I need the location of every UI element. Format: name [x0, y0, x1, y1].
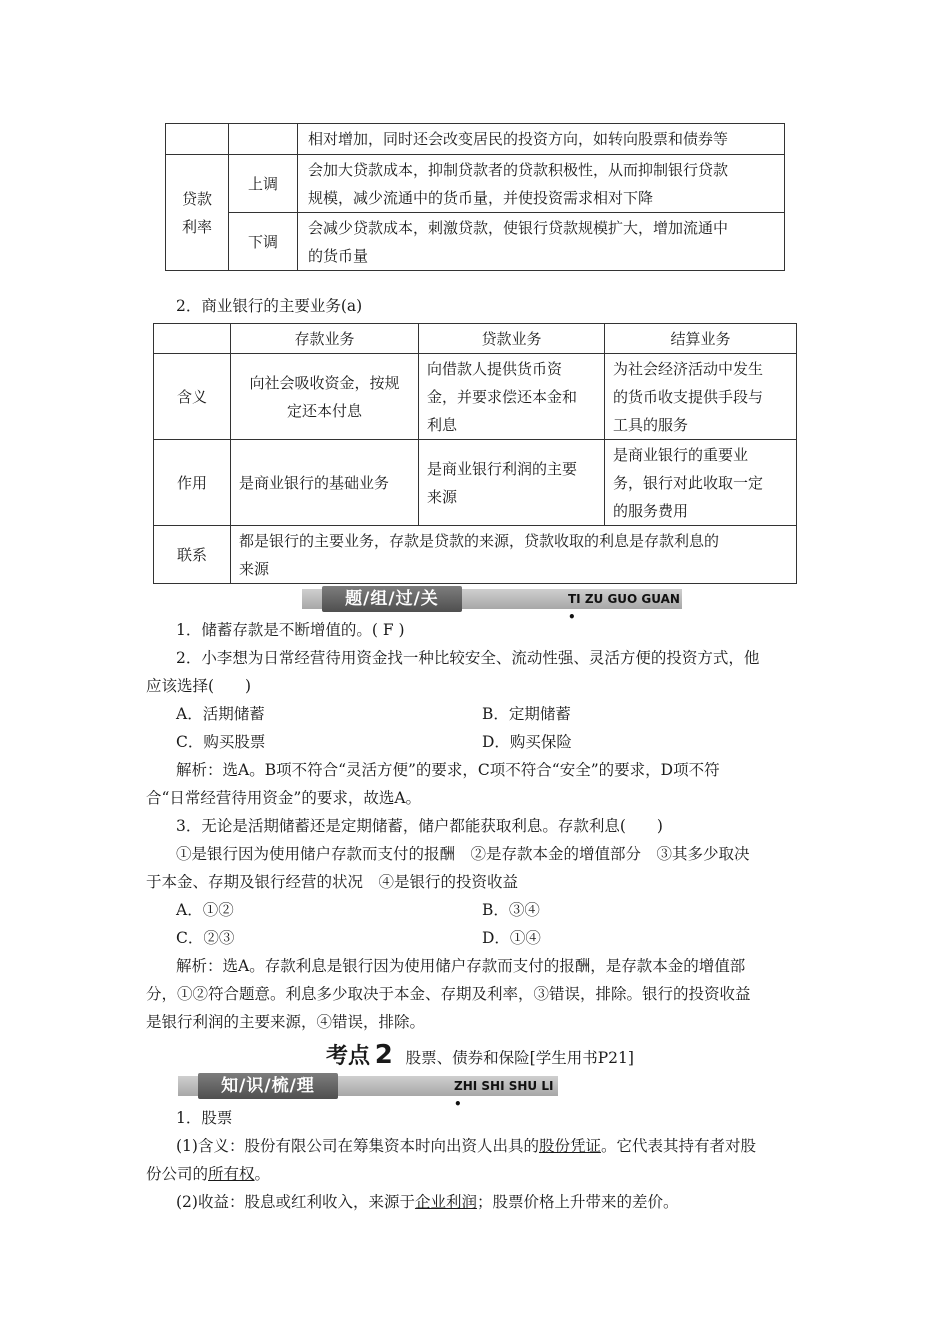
q2-option-d: D．购买保险	[482, 733, 572, 751]
table1-group-label-line2: 利率	[181, 217, 212, 236]
table2-meaning-loan-line1: 向借款人提供货币资	[427, 359, 563, 378]
q3-option-b: B．③④	[482, 901, 540, 919]
stock-income-underlined: 企业利润	[414, 1193, 477, 1211]
table2-link-line1: 都是银行的主要业务，存款是贷款的来源，贷款收取的利息是存款利息的	[239, 531, 720, 550]
banner-zhishi-label: 知/识/梳/理	[198, 1073, 338, 1099]
table1-group-label-line1: 贷款	[181, 189, 212, 208]
section-banner-tizu	[302, 586, 682, 624]
kaodian-number: 2	[374, 1040, 393, 1070]
question-3-line1: 3．无论是活期储蓄还是定期储蓄，储户都能获取利息。存款利息( )	[176, 817, 663, 835]
q3-analysis-line2: 分，①②符合题意。利息多少取决于本金、存期及利率，③错误，排除。银行的投资收益	[146, 985, 751, 1003]
question-3-line2: ①是银行因为使用储户存款而支付的报酬 ②是存款本金的增值部分 ③其多少取决	[176, 845, 750, 863]
table2-link-text	[231, 526, 797, 584]
table1-row-down-line1: 会减少贷款成本，刺激贷款，使银行贷款规模扩大，增加流通中	[308, 218, 729, 237]
table1-row-down-text	[298, 213, 785, 271]
question-2-line1: 2．小李想为日常经营待用资金找一种比较安全、流动性强、灵活方便的投资方式，他	[176, 649, 760, 667]
table2-role-deposit: 是商业银行的基础业务	[231, 440, 419, 526]
table2-header-deposit: 存款业务	[231, 324, 419, 354]
table2-meaning-settle-line3: 工具的服务	[613, 415, 689, 434]
interest-rate-table	[165, 123, 785, 271]
table2-role-settle-line3: 的服务费用	[613, 501, 689, 520]
table2-role-settle-line2: 务，银行对此收取一定	[613, 473, 764, 492]
table1-row-up-line2: 规模，减少流通中的货币量，并使投资需求相对下降	[308, 188, 654, 207]
stock-meaning2-post: 。	[254, 1165, 271, 1183]
stock-meaning-line2	[146, 1160, 270, 1188]
q2-analysis-line2: 合“日常经营待用资金”的要求，故选A。	[146, 789, 422, 807]
table1-row-up-line1: 会加大贷款成本，抑制贷款者的贷款积极性，从而抑制银行贷款	[308, 160, 729, 179]
table1-cell-empty-a	[166, 124, 229, 155]
q2-option-c: C．购买股票	[176, 733, 266, 751]
table1-cell-empty-b	[229, 124, 298, 155]
table2-meaning-label: 含义	[154, 354, 231, 440]
stock-meaning-underlined: 股份凭证	[538, 1137, 601, 1155]
table2-role-settlement	[605, 440, 797, 526]
table1-group-label	[166, 155, 229, 271]
stock-meaning-line1	[176, 1132, 756, 1160]
stock-meaning-post: 。它代表其持有者对股	[600, 1137, 756, 1155]
table2-header-empty	[154, 324, 231, 354]
q3-option-d: D．①④	[482, 929, 541, 947]
q3-analysis-line3: 是银行利润的主要来源，④错误，排除。	[146, 1013, 426, 1031]
stock-heading: 1．股票	[176, 1109, 233, 1127]
q3-option-c: C．②③	[176, 929, 235, 947]
table2-meaning-settle-line1: 为社会经济活动中发生	[613, 359, 764, 378]
table1-row-up-text	[298, 155, 785, 213]
table2-meaning-loan	[419, 354, 605, 440]
table2-header-settlement: 结算业务	[605, 324, 797, 354]
table1-row-down-label: 下调	[229, 213, 298, 271]
stock-meaning2-underlined: 所有权	[208, 1165, 255, 1183]
banner-zhishi-en: ZHI SHI SHU LI •	[454, 1079, 554, 1111]
question-2-line2: 应该选择( )	[146, 677, 252, 695]
stock-income-pre: (2)收益：股息或红利收入，来源于	[176, 1193, 415, 1211]
q3-analysis-line1: 解析：选A。存款利息是银行因为使用储户存款而支付的报酬，是存款本金的增值部	[176, 957, 746, 975]
table2-role-label: 作用	[154, 440, 231, 526]
question-1: 1．储蓄存款是不断增值的。( F )	[176, 621, 405, 639]
stock-meaning2-pre: 份公司的	[146, 1165, 209, 1183]
kaodian-title: 股票、债券和保险[学生用书P21]	[405, 1049, 634, 1067]
banner-tizu-en: TI ZU GUO GUAN •	[568, 592, 680, 624]
table2-meaning-settlement	[605, 354, 797, 440]
table2-meaning-loan-line2: 金，并要求偿还本金和	[427, 387, 578, 406]
table2-meaning-deposit-line2: 定还本付息	[286, 401, 362, 420]
bank-business-table	[153, 323, 797, 584]
table2-meaning-settle-line2: 的货币收支提供手段与	[613, 387, 764, 406]
table1-row-down-line2: 的货币量	[308, 246, 369, 265]
q2-analysis-line1: 解析：选A。B项不符合“灵活方便”的要求，C项不符合“安全”的要求，D项不符	[176, 761, 720, 779]
table2-role-settle-line1: 是商业银行的重要业	[613, 445, 749, 464]
question-3-line3: 于本金、存期及银行经营的状况 ④是银行的投资收益	[146, 873, 519, 891]
table2-meaning-deposit	[231, 354, 419, 440]
kaodian-heading	[326, 1038, 634, 1075]
table2-role-loan	[419, 440, 605, 526]
q2-option-b: B．定期储蓄	[482, 705, 571, 723]
table2-meaning-loan-line3: 利息	[427, 415, 458, 434]
stock-meaning-pre: (1)含义：股份有限公司在筹集资本时向出资人出具的	[176, 1137, 539, 1155]
table2-link-line2: 来源	[239, 559, 270, 578]
table2-link-label: 联系	[154, 526, 231, 584]
table1-row-up-label: 上调	[229, 155, 298, 213]
q2-option-a: A．活期储蓄	[176, 705, 265, 723]
table2-role-loan-line2: 来源	[427, 487, 458, 506]
section-banner-zhishi	[178, 1073, 558, 1111]
q3-option-a: A．①②	[176, 901, 234, 919]
section2-title: 2．商业银行的主要业务(a)	[176, 297, 363, 315]
stock-income-line	[176, 1188, 679, 1216]
table2-header-loan: 贷款业务	[419, 324, 605, 354]
stock-income-post: ；股票价格上升带来的差价。	[476, 1193, 679, 1211]
table2-role-loan-line1: 是商业银行利润的主要	[427, 459, 578, 478]
kaodian-prefix: 考点	[326, 1044, 371, 1069]
banner-tizu-label: 题/组/过/关	[322, 586, 462, 612]
table1-row0-text: 相对增加，同时还会改变居民的投资方向，如转向股票和债券等	[298, 124, 785, 155]
table2-meaning-deposit-line1: 向社会吸收资金，按规	[249, 373, 400, 392]
